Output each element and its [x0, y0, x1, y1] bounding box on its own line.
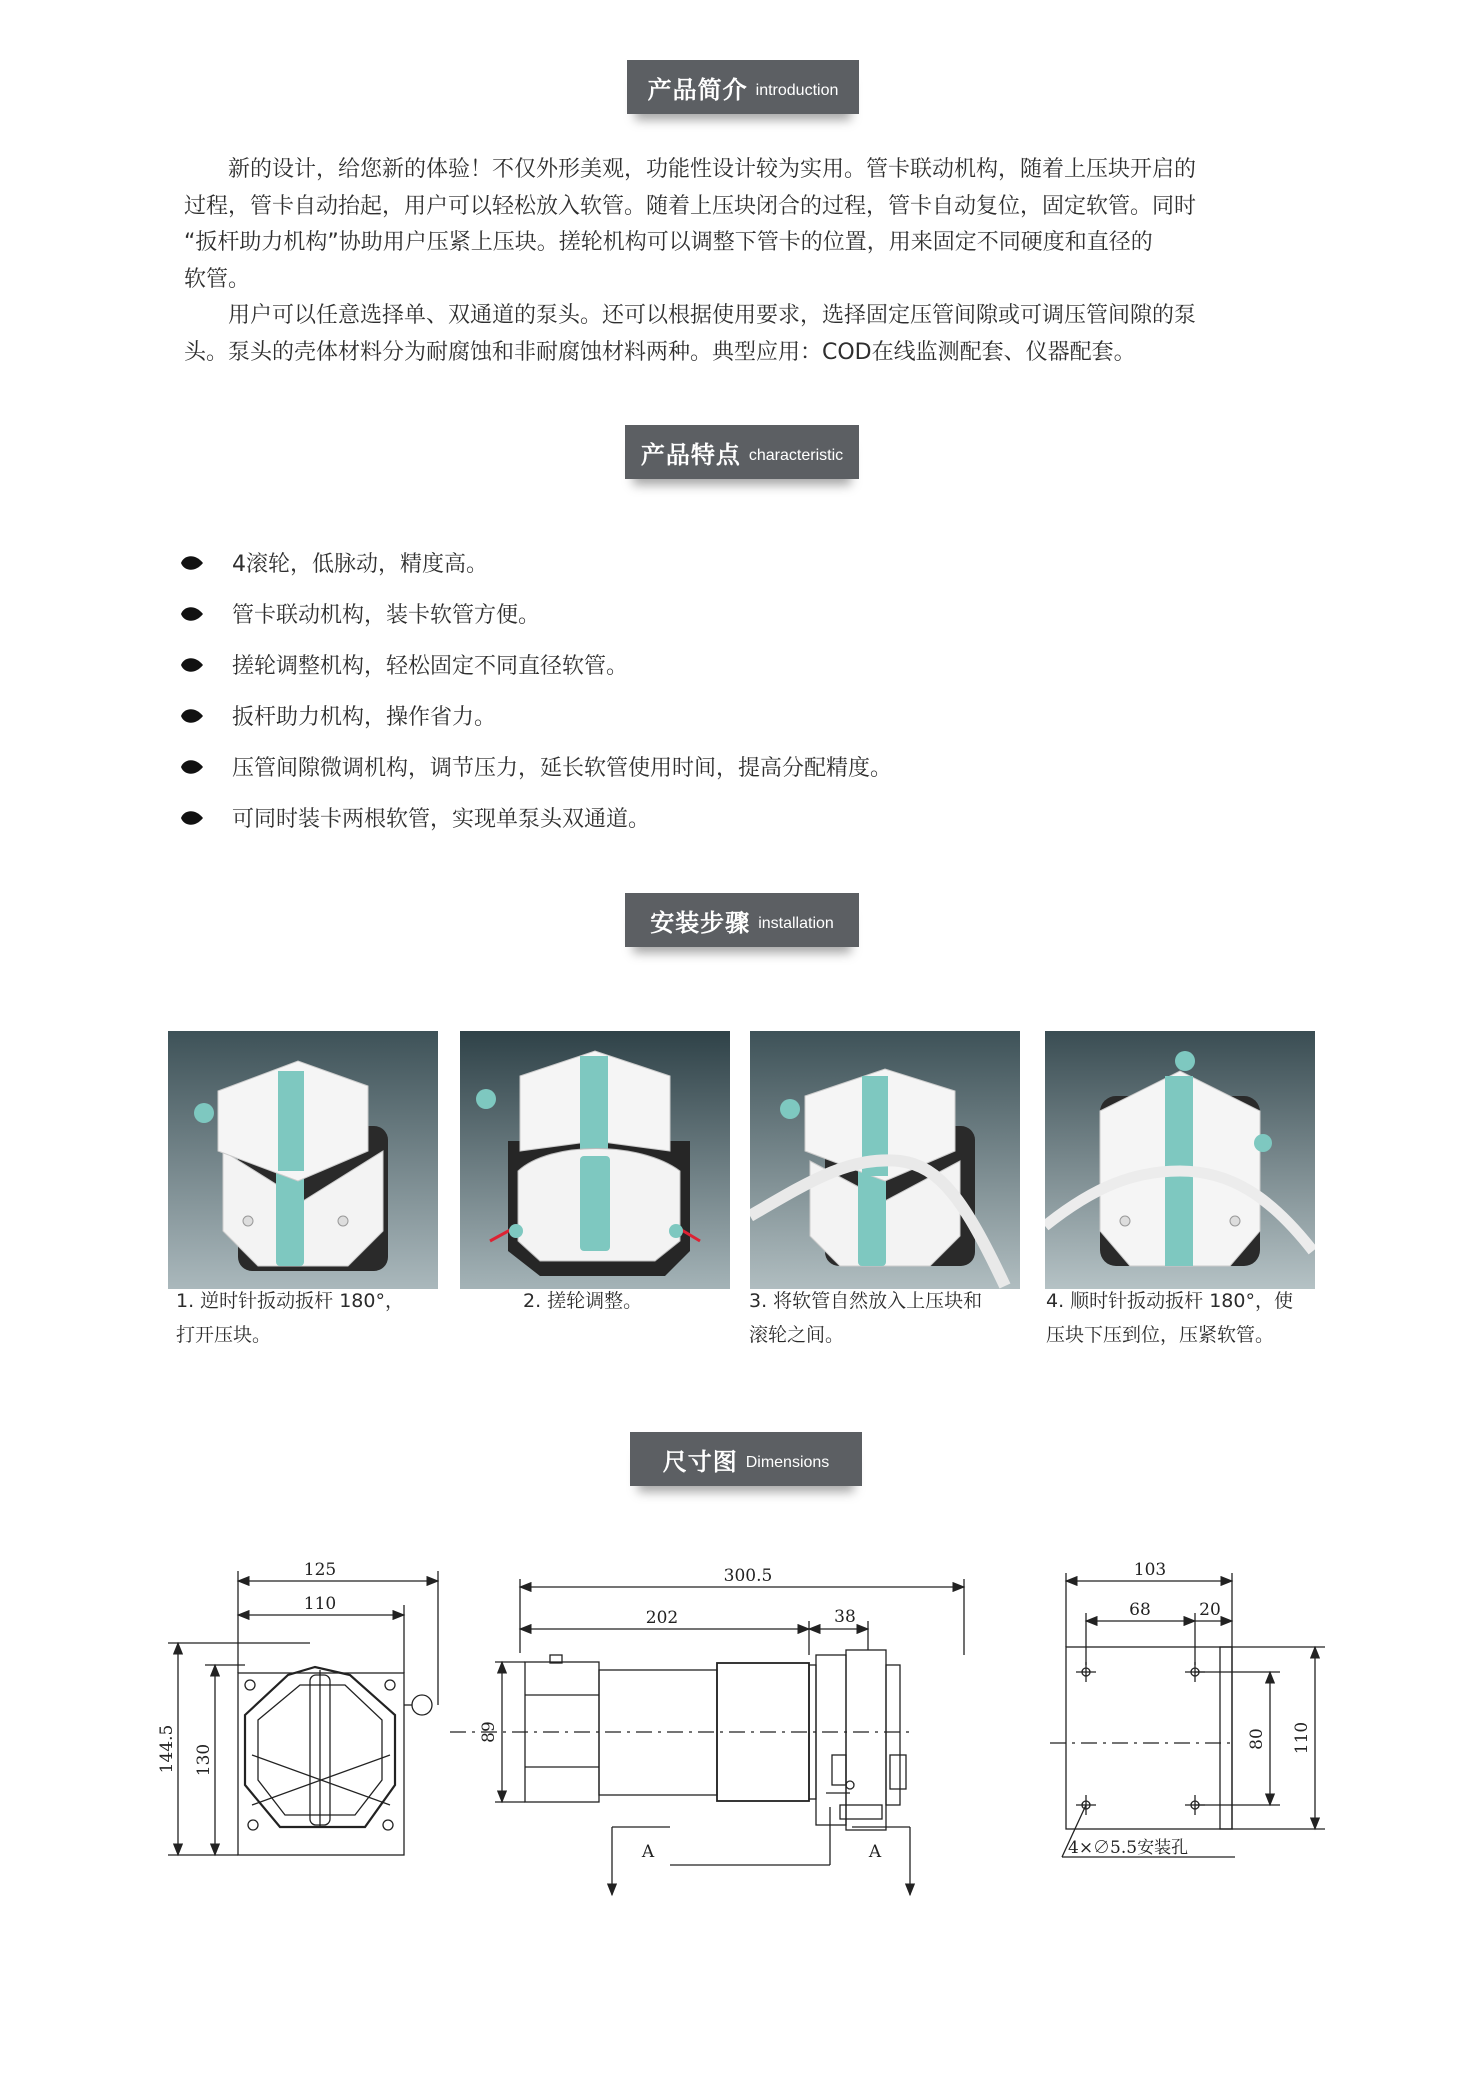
caption-line: 2. 搓轮调整。 — [523, 1290, 643, 1312]
feature-text: 扳杆助力机构，操作省力。 — [232, 705, 497, 730]
feature-text: 管卡联动机构，装卡软管方便。 — [232, 603, 541, 628]
bullet-icon — [180, 603, 204, 625]
section-title-cn: 尺寸图 — [662, 1447, 738, 1476]
dim-plate-height-outer: 110 — [1292, 1721, 1312, 1755]
section-mark-a-left: A — [641, 1842, 655, 1862]
intro-line: 过程，管卡自动抬起，用户可以轻松放入软管。随着上压块闭合的过程，管卡自动复位，固定软管。同时 — [184, 193, 1197, 219]
dim-side-motor: 202 — [645, 1608, 679, 1628]
bullet-icon — [180, 654, 204, 676]
intro-line: 头。泵头的壳体材料分为耐腐蚀和非耐腐蚀材料两种。典型应用：COD在线监测配套、仪器配套。 — [184, 339, 1136, 365]
step-1-photo — [168, 1031, 438, 1289]
plate-view — [1050, 1573, 1325, 1857]
caption-line: 打开压块。 — [176, 1324, 272, 1346]
intro-line: 软管。 — [184, 266, 251, 292]
bullet-icon — [180, 705, 204, 727]
feature-item — [180, 690, 1180, 741]
dim-side-head: 38 — [834, 1607, 856, 1627]
section-title-cn: 产品特点 — [640, 440, 741, 469]
dim-front-height-inner: 130 — [194, 1743, 214, 1777]
dimension-drawing — [150, 1555, 1350, 1935]
section-title-cn: 产品简介 — [647, 75, 748, 104]
step-4-caption — [1046, 1284, 1293, 1352]
section-title-en: introduction — [755, 82, 839, 99]
dim-plate-edge: 20 — [1199, 1600, 1221, 1620]
intro-line: 新的设计，给您新的体验！不仅外形美观，功能性设计较为实用。管卡联动机构，随着上压块开启的 — [184, 157, 1197, 182]
dim-plate-width: 103 — [1133, 1560, 1167, 1580]
section-title-characteristic — [625, 425, 859, 479]
dim-front-width-inner: 110 — [303, 1594, 337, 1614]
section-title-installation — [625, 893, 859, 947]
section-title-en: Dimensions — [745, 1454, 830, 1471]
intro-paragraph-2 — [184, 298, 1314, 371]
feature-item — [180, 588, 1180, 639]
step-4-photo — [1045, 1031, 1315, 1289]
side-view — [450, 1579, 964, 1895]
dim-plate-height-inner: 80 — [1247, 1728, 1267, 1750]
feature-text: 可同时装卡两根软管，实现单泵头双通道。 — [232, 807, 651, 832]
step-2-caption — [523, 1284, 642, 1318]
caption-line: 1. 逆时针扳动扳杆 180°， — [176, 1290, 404, 1312]
step-3-caption — [749, 1284, 982, 1352]
section-title-introduction — [627, 60, 859, 114]
intro-line: “扳杆助力机构”协助用户压紧上压块。搓轮机构可以调整下管卡的位置，用来固定不同硬度和直径的 — [184, 230, 1153, 255]
feature-item — [180, 792, 1180, 843]
dim-side-height: 89 — [479, 1721, 499, 1743]
feature-text: 搓轮调整机构，轻松固定不同直径软管。 — [232, 654, 629, 679]
step-1-caption — [176, 1284, 404, 1352]
feature-item — [180, 741, 1180, 792]
intro-paragraph-1 — [184, 152, 1314, 298]
feature-text: 4滚轮，低脉动，精度高。 — [232, 552, 488, 577]
bullet-icon — [180, 756, 204, 778]
section-title-cn: 安装步骤 — [650, 908, 751, 937]
intro-line: 用户可以任意选择单、双通道的泵头。还可以根据使用要求，选择固定压管间隙或可调压管间隙的泵 — [184, 303, 1197, 328]
caption-line: 滚轮之间。 — [749, 1324, 845, 1346]
dim-side-total: 300.5 — [723, 1566, 773, 1586]
section-title-dimensions — [630, 1432, 862, 1486]
plate-holes-note: 4×∅5.5安装孔 — [1068, 1838, 1189, 1858]
feature-list — [180, 537, 1180, 843]
dim-plate-hole-span: 68 — [1129, 1600, 1151, 1620]
dim-front-height-outer: 144.5 — [157, 1724, 177, 1774]
section-title-en: characteristic — [748, 447, 844, 464]
section-mark-a-right: A — [868, 1842, 882, 1862]
step-3-photo — [750, 1031, 1020, 1289]
section-title-en: installation — [758, 915, 834, 932]
caption-line: 3. 将软管自然放入上压块和 — [749, 1290, 983, 1312]
dim-front-width-outer: 125 — [303, 1560, 337, 1580]
bullet-icon — [180, 552, 204, 574]
feature-item — [180, 537, 1180, 588]
caption-line: 4. 顺时针扳动扳杆 180°，使 — [1046, 1290, 1293, 1312]
bullet-icon — [180, 807, 204, 829]
step-2-photo — [460, 1031, 730, 1289]
caption-line: 压块下压到位，压紧软管。 — [1046, 1324, 1275, 1346]
feature-text: 压管间隙微调机构，调节压力，延长软管使用时间，提高分配精度。 — [232, 756, 893, 781]
feature-item — [180, 639, 1180, 690]
